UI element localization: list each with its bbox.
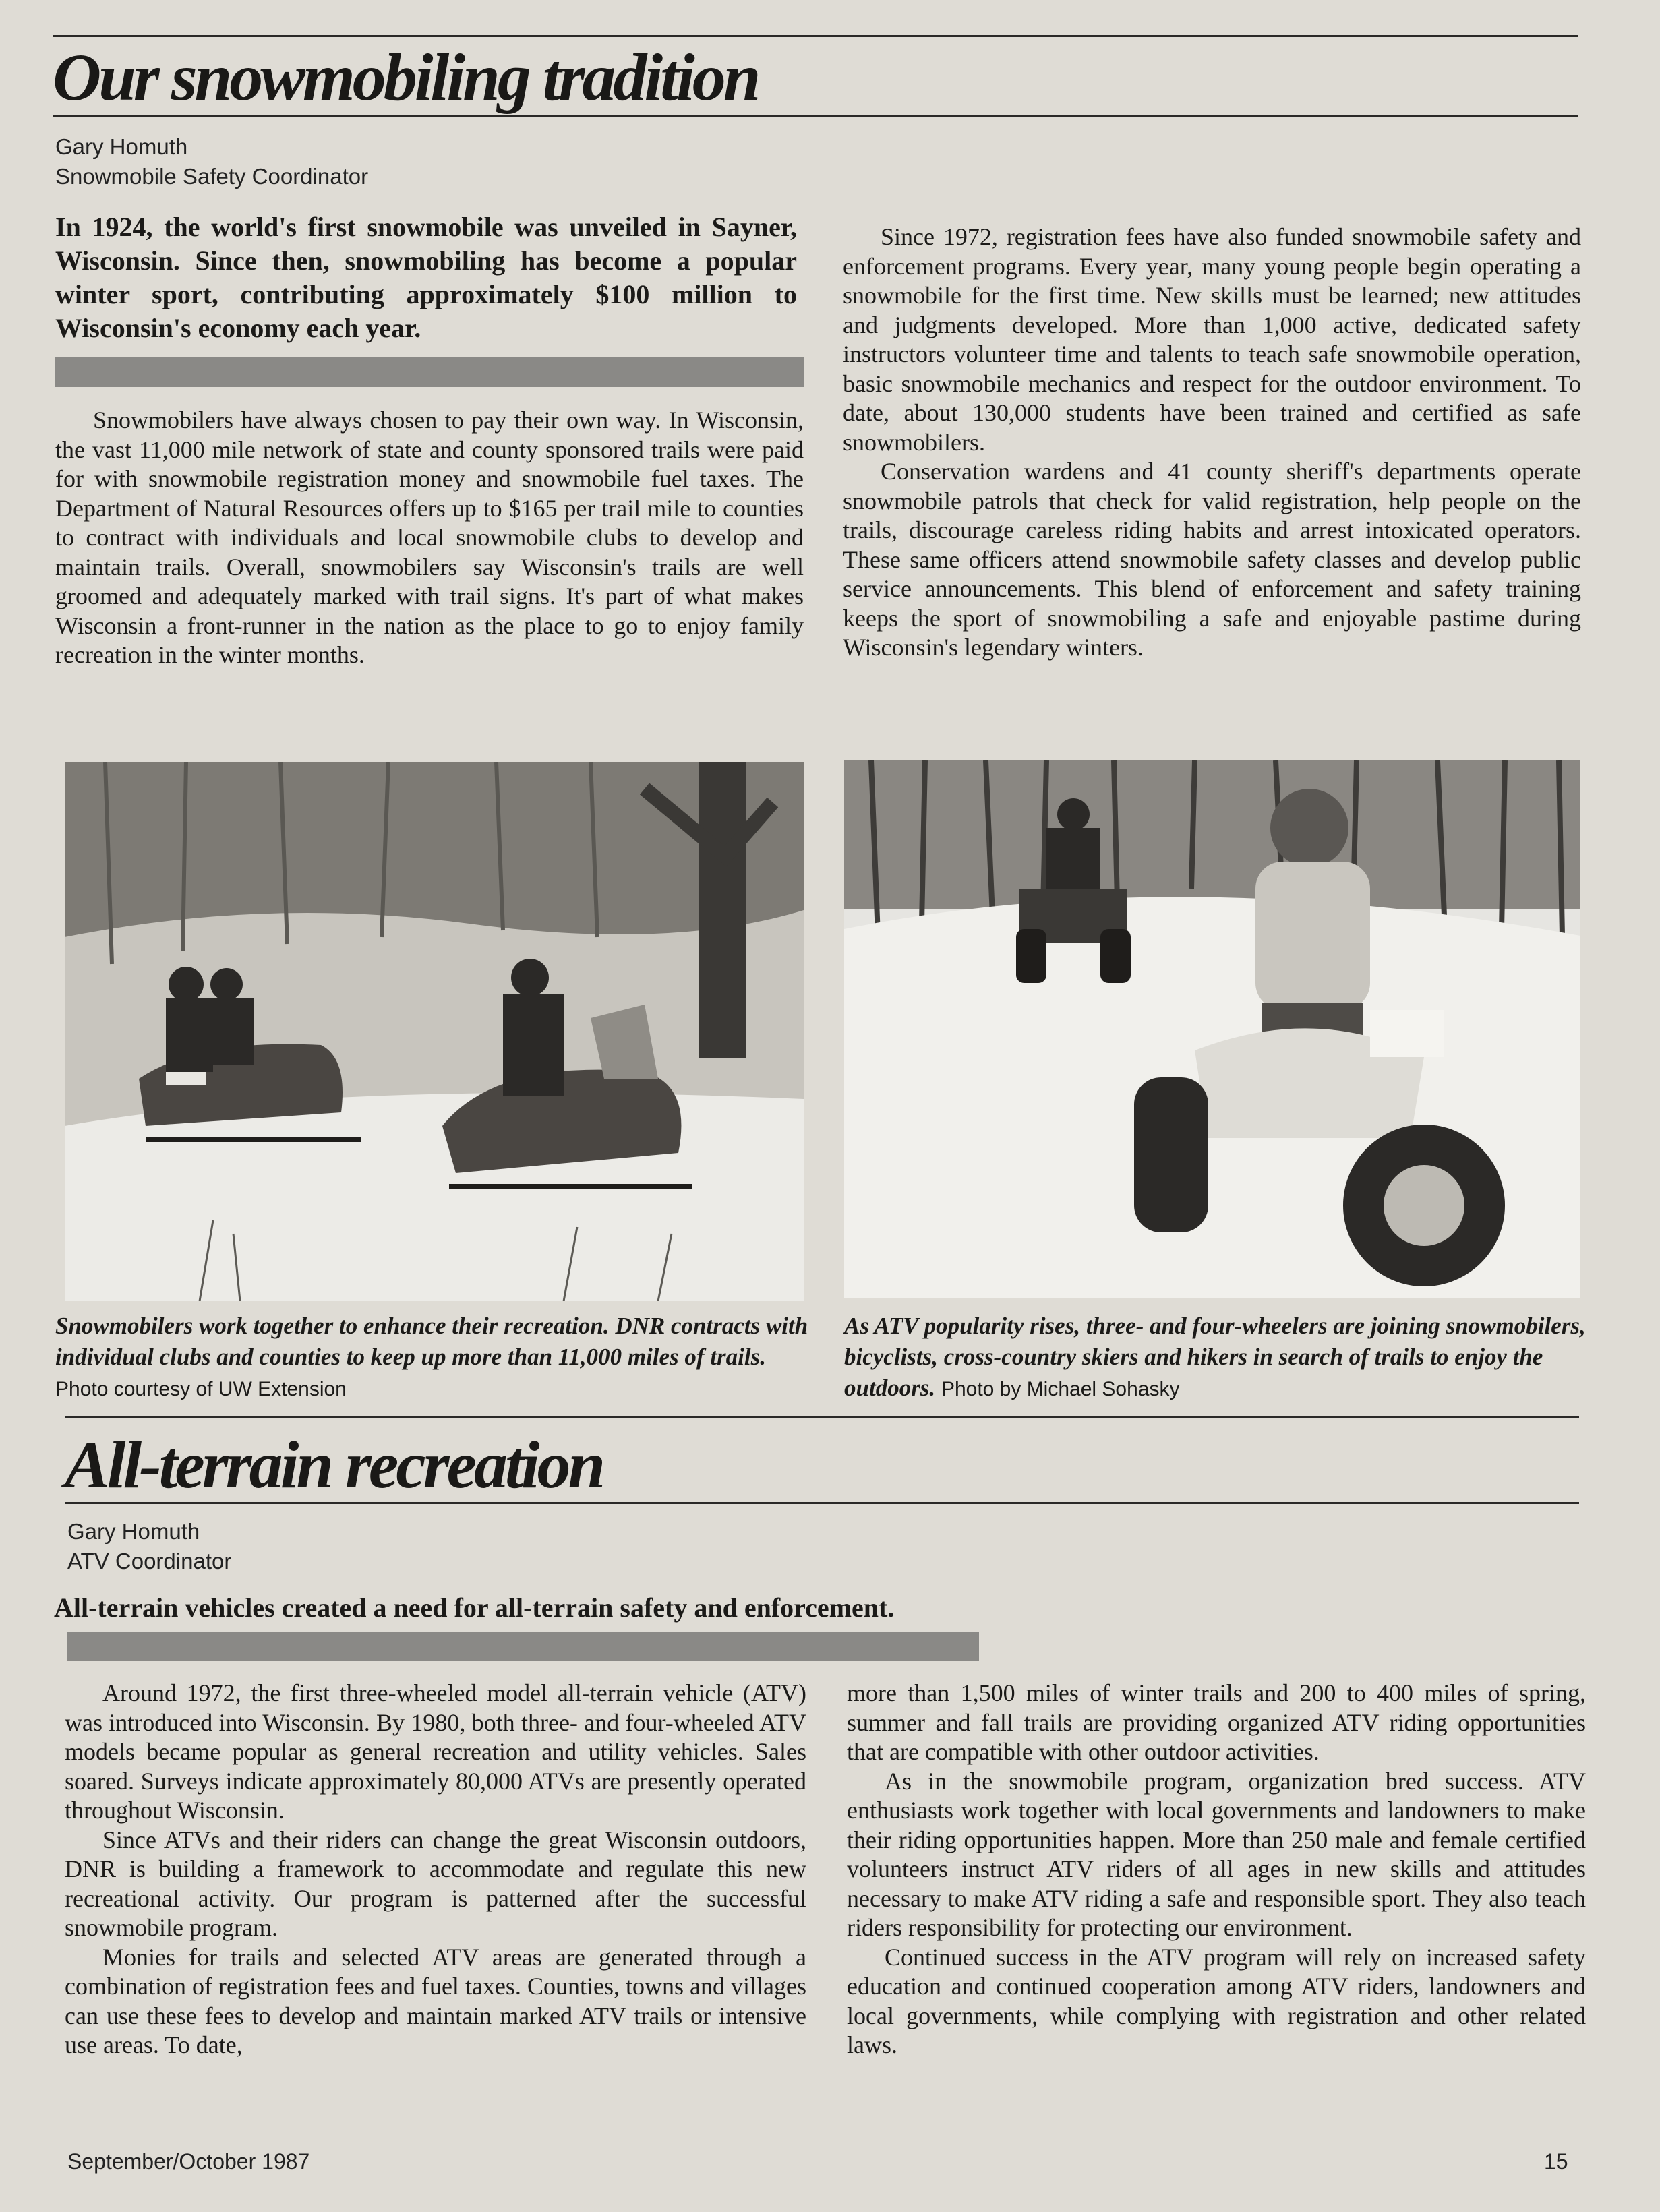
atv-photo-credit: Photo by Michael Sohasky [941, 1378, 1180, 1400]
atv-caption [844, 1311, 1586, 1405]
article1-column-2 [843, 222, 1581, 663]
snowmobilers-photo [65, 762, 804, 1301]
paragraph: Around 1972, the first three-wheeled model all-terrain vehicle (ATV) was introduced into Wisconsin. By 1980, both three- and four-wheeled ATV models became popular as general recreation and utility vehicles. Sales soared. Surveys indicate approximately 80,000 ATVs are presently operated throughout Wisconsin. [65, 1679, 806, 1824]
article2-title: All-terrain recreation [65, 1427, 603, 1502]
article2-column-1 [65, 1679, 806, 2060]
snowmobilers-caption [55, 1311, 810, 1405]
top-rule [53, 35, 1578, 37]
page-number: 15 [1544, 2149, 1568, 2174]
article2-intro: All-terrain vehicles created a need for all-terrain safety and enforcement. [54, 1592, 895, 1623]
atv-illustration [844, 760, 1580, 1298]
paragraph: Since ATVs and their riders can change the great Wisconsin outdoors, DNR is building a framework to accommodate and regulate this new recreational activity. Our program is patterned after the successful snowmobile program. [65, 1826, 806, 1941]
issue-date: September/October 1987 [67, 2149, 310, 2174]
paragraph: Continued success in the ATV program will rely on increased safety education and continued cooperation among ATV riders, landowners and local governments, while complying with registration and other related laws. [847, 1943, 1586, 2058]
paragraph: Since 1972, registration fees have also funded snowmobile safety and enforcement programs. Every year, many young people begin operating a snowmobile for the first time. New skills must be learned; new attitudes and judgments developed. More than 1,000 active, dedicated safety instructors volunteer time and talents to teach safe snowmobile operation, basic snowmobile mechanics and respect for the outdoor environment. To date, about 130,000 students have been trained and certified as safe snowmobilers. [843, 223, 1581, 456]
snowmobilers-photo-credit: Photo courtesy of UW Extension [55, 1378, 347, 1400]
paragraph: Snowmobilers have always chosen to pay their own way. In Wisconsin, the vast 11,000 mile network of state and county sponsored trails were paid for with snowmobile registration money and snowmobile fuel taxes. The Department of Natural Resources offers up to $165 per trail mile to counties to contract with individuals and local snowmobile clubs to develop and maintain trails. Overall, snowmobilers say Wisconsin's trails are well groomed and adequately marked with trail signs. It's part of what makes Wisconsin a front-runner in the nation as the place to go to enjoy family recreation in the winter months. [55, 407, 804, 668]
snowmobilers-illustration [65, 762, 804, 1301]
article2-byline [67, 1517, 231, 1576]
article2-title-underline-rule [65, 1502, 1579, 1504]
snowmobilers-caption-text: Snowmobilers work together to enhance their recreation. DNR contracts with individual clubs and counties to keep up more than 11,000 miles of trails. [55, 1313, 808, 1370]
atv-photo [844, 760, 1580, 1298]
atv-caption-text: As ATV popularity rises, three- and four-wheelers are joining snowmobilers, bicyclists, cross-country skiers and hikers in search of trails to enjoy the outdoors. [844, 1313, 1586, 1401]
article1-column-1 [55, 406, 804, 670]
article1-title: Our snowmobiling tradition [53, 40, 759, 115]
article2-column-2 [847, 1679, 1586, 2060]
article2-role: ATV Coordinator [67, 1549, 232, 1574]
paragraph: Conservation wardens and 41 county sheriff's departments operate snowmobile patrols that check for valid registration, help people on the trails, discourage careless riding habits and arrest intoxicated operators. These same officers attend snowmobile safety classes and develop public service announcements. This blend of enforcement and safety training keeps the sport of snowmobiling a safe and enjoyable pastime during Wisconsin's legendary winters. [843, 458, 1581, 661]
article1-intro: In 1924, the world's first snowmobile was unveiled in Sayner, Wisconsin. Since then, snowmobiling has become a popular winter sport, contributing approximately $100 million to Wisconsin's economy each year. [55, 212, 797, 343]
article2-top-rule [65, 1416, 1579, 1418]
article1-intro-bar [55, 357, 804, 387]
paragraph-continued: more than 1,500 miles of winter trails and 200 to 400 miles of spring, summer and fall trails are providing organized ATV riding opportunities that are compatible with other outdoor activities. [847, 1679, 1586, 1765]
title-underline-rule [53, 115, 1578, 117]
paragraph: As in the snowmobile program, organization bred success. ATV enthusiasts work together with local governments and landowners to make their riding opportunities happen. More than 250 male and female certified volunteers instruct ATV riders of all ages in new skills and attitudes necessary to make ATV riding a safe and responsible sport. They also teach riders responsibility for protecting our environment. [847, 1767, 1586, 1941]
article2-intro-bar [67, 1632, 979, 1661]
article2-author: Gary Homuth [67, 1519, 200, 1544]
paragraph: Monies for trails and selected ATV areas are generated through a combination of registration fees and fuel taxes. Counties, towns and villages can use these fees to develop and maintain marked ATV trails or intensive use areas. To date, [65, 1943, 806, 2058]
article1-role: Snowmobile Safety Coordinator [55, 164, 369, 189]
article1-author: Gary Homuth [55, 134, 188, 159]
article1-byline [55, 132, 368, 191]
